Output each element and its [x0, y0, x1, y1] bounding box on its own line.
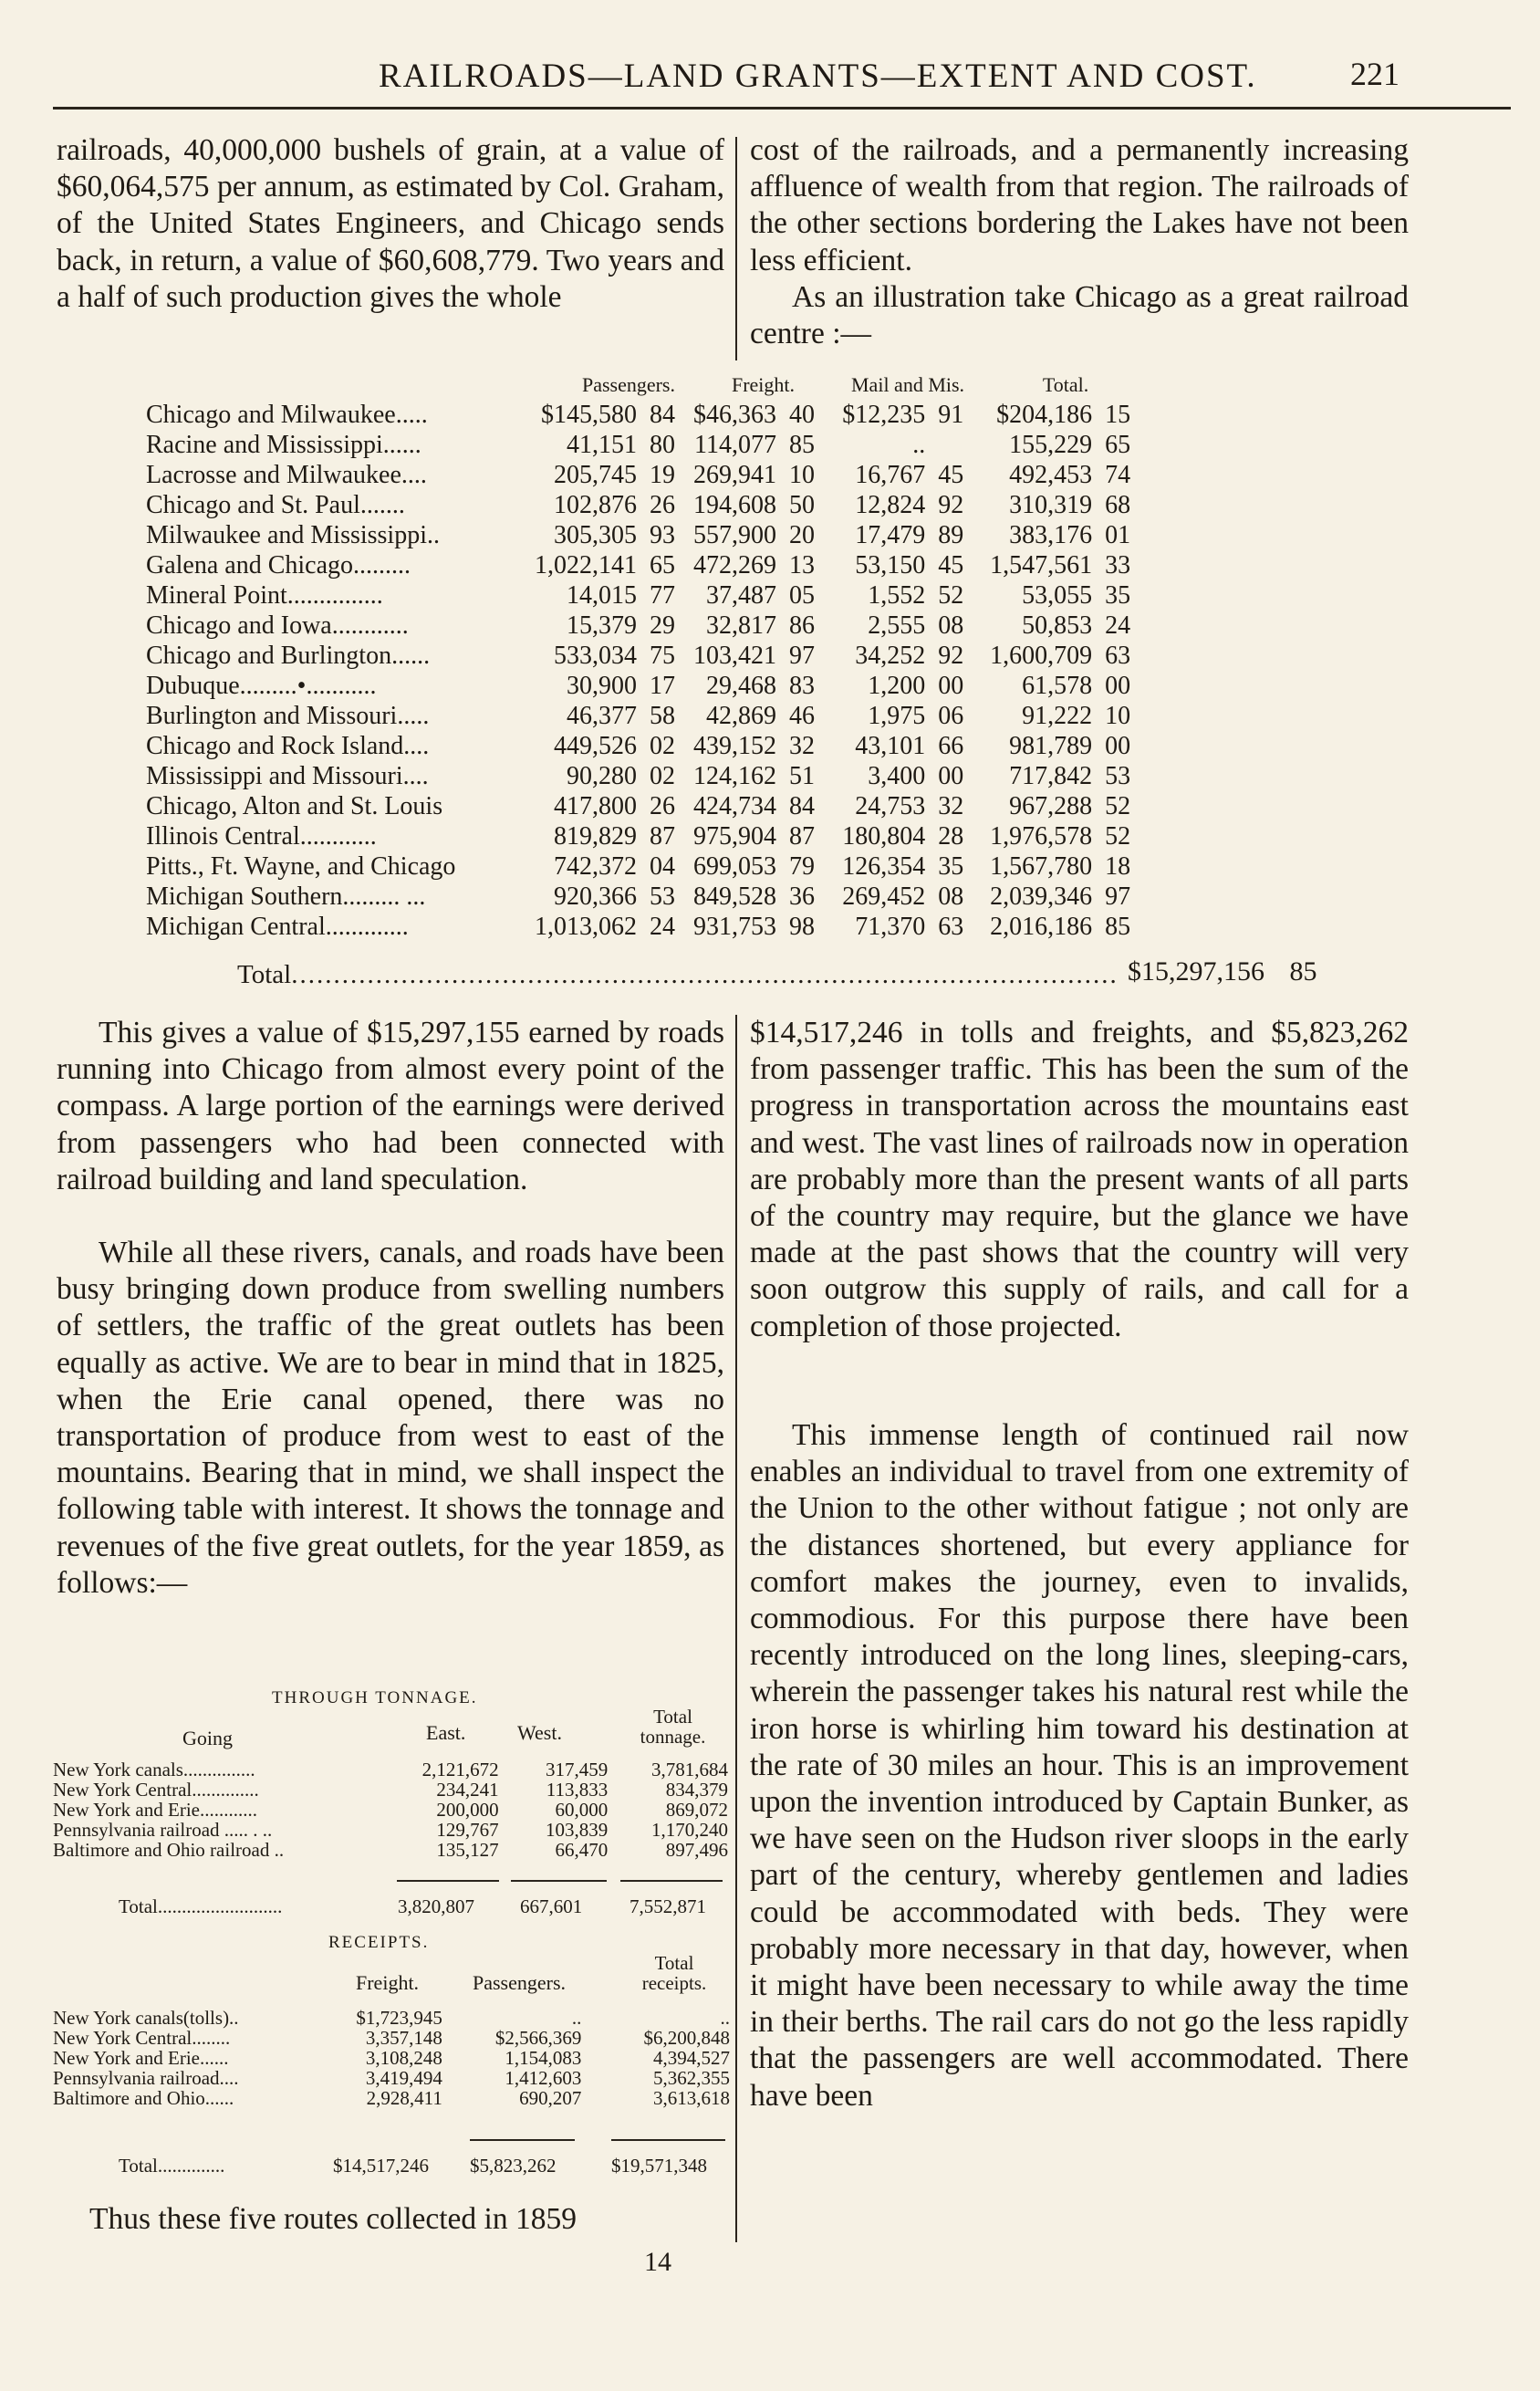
tonnage-total-east: 3,820,807 [398, 1895, 474, 1917]
intro-right-paragraph-2: As an illustration take Chicago as a great railroad centre :— [750, 280, 1409, 351]
earnings-passengers: 533,034 [554, 642, 637, 670]
header-rule [53, 107, 1511, 110]
earnings-passengers-cents: 93 [650, 521, 675, 549]
receipts-passengers: 1,412,603 [505, 2067, 582, 2089]
tonnage-west-header: West. [517, 1721, 562, 1744]
earnings-total: 2,039,346 [990, 882, 1093, 911]
earnings-total: 967,288 [1009, 792, 1093, 820]
earnings-mail-cents: 92 [938, 491, 964, 519]
earnings-freight-cents: 83 [789, 672, 815, 700]
tonnage-heading: THROUGH TONNAGE. [272, 1688, 478, 1707]
earnings-mail: 34,252 [855, 642, 926, 670]
receipts-total-label: Total.............. [119, 2155, 225, 2177]
running-title: RAILROADS—LAND GRANTS—EXTENT AND COST. [379, 57, 1257, 95]
earnings-freight: 124,162 [693, 762, 776, 790]
receipts-row [53, 2088, 730, 2108]
earnings-passengers-cents: 65 [650, 551, 675, 579]
earnings-passengers-cents: 87 [650, 822, 675, 851]
earnings-freight: 32,817 [706, 611, 776, 640]
earnings-mail: 3,400 [868, 762, 926, 790]
receipts-heading: RECEIPTS. [328, 1933, 430, 1952]
right-paragraph-2: This immense length of continued rail now enables an individual to travel from one extremity of the Union to the other without fatigue ; not only are the distances shortened, but every appliance for comfort makes the journey, even to invalids, commodious. For this purpose there have been recently introduced on the long lines, sleeping-cars, wherein the passenger takes his natural rest while the iron horse is whirling him toward his destination at the rate of 30 miles an hour. This is an improvement upon the invention introduced by Captain Bunker, as we have seen on the Hudson river sloops in the early part of the century, whereby gentlemen and ladies could be accommodated with beds. They were probably more necessary in that day, however, when it might have been necessary to while away the time in their berths. The rail cars do not go the less rapidly that the passengers are well accommodated. There have been [750, 1418, 1409, 2113]
road-header [146, 370, 529, 400]
earnings-mail-cents: 08 [938, 611, 964, 640]
receipts-freight-header: Freight. [356, 1971, 420, 1994]
tonnage-table [53, 1759, 728, 1860]
tonnage-total-west: 667,601 [520, 1895, 583, 1917]
earnings-total-row: Total.................................................................................................. [237, 960, 1119, 989]
earnings-freight-cents: 20 [789, 521, 815, 549]
receipts-total: 3,613,618 [653, 2087, 730, 2109]
passengers-header: Passengers. [581, 373, 675, 396]
earnings-mail-cents: 63 [938, 913, 964, 941]
earnings-row [146, 701, 1130, 731]
tonnage-east: 234,241 [436, 1779, 499, 1801]
earnings-freight: $46,363 [693, 401, 776, 429]
earnings-freight-cents: 84 [789, 792, 815, 820]
earnings-road-name: Chicago, Alton and St. Louis [146, 792, 443, 820]
receipts-total-total: $19,571,348 [611, 2155, 707, 2177]
earnings-passengers: 819,829 [554, 822, 637, 851]
earnings-mail: .. [912, 431, 926, 459]
earnings-freight: 29,468 [706, 672, 776, 700]
receipts-route: New York canals(tolls).. [53, 2007, 239, 2029]
earnings-total-value-wrap [1120, 956, 1317, 987]
tonnage-east: 200,000 [436, 1799, 499, 1821]
earnings-road-name: Mississippi and Missouri.... [146, 762, 429, 790]
tonnage-west: 317,459 [545, 1759, 609, 1780]
earnings-freight-cents: 40 [789, 401, 815, 429]
earnings-freight-cents: 46 [789, 702, 815, 730]
earnings-road-name: Chicago and Milwaukee..... [146, 401, 428, 429]
signature-mark: 14 [644, 2247, 671, 2277]
earnings-total: 1,600,709 [990, 642, 1093, 670]
earnings-total-cents: 35 [1105, 581, 1131, 610]
earnings-mail: 269,452 [842, 882, 926, 911]
earnings-passengers: 305,305 [554, 521, 637, 549]
tonnage-total: 1,170,240 [651, 1819, 728, 1841]
left-paragraph-1: This gives a value of $15,297,155 earned by roads running into Chicago from almost every point of the compass. A large portion of the earnings were derived from passengers who had been connected with railroad building and land speculation. [57, 1016, 724, 1196]
mail-header: Mail and Mis. [851, 373, 965, 396]
earnings-freight-cents: 51 [789, 762, 815, 790]
earnings-passengers: 920,366 [554, 882, 637, 911]
earnings-total-cents: 68 [1105, 491, 1131, 519]
earnings-passengers: 102,876 [554, 491, 637, 519]
receipts-route: Baltimore and Ohio...... [53, 2087, 234, 2109]
earnings-mail: 71,370 [855, 913, 926, 941]
earnings-total-cents: 52 [1105, 792, 1131, 820]
earnings-row [146, 761, 1130, 791]
earnings-road-name: Milwaukee and Mississippi.. [146, 521, 440, 549]
tonnage-sum-rule-east [397, 1880, 499, 1882]
earnings-mail-cents: 08 [938, 882, 964, 911]
receipts-total-freight: $14,517,246 [333, 2155, 429, 2177]
earnings-mail: 12,824 [855, 491, 926, 519]
tonnage-route: Pennsylvania railroad ..... . .. [53, 1819, 273, 1841]
earnings-passengers: 417,800 [554, 792, 637, 820]
earnings-freight-cents: 36 [789, 882, 815, 911]
earnings-total-cents: 00 [1105, 732, 1131, 760]
earnings-passengers-cents: 77 [650, 581, 675, 610]
earnings-freight-cents: 10 [789, 461, 815, 489]
receipts-row [53, 2068, 730, 2088]
tonnage-sum-rule-west [511, 1880, 607, 1882]
earnings-row [146, 460, 1130, 490]
earnings-row [146, 882, 1130, 912]
receipts-row [53, 2008, 730, 2028]
earnings-passengers-cents: 02 [650, 732, 675, 760]
earnings-total-value: $15,297,156 [1128, 956, 1264, 987]
earnings-passengers-cents: 26 [650, 792, 675, 820]
earnings-freight-cents: 79 [789, 852, 815, 881]
earnings-row [146, 851, 1130, 882]
earnings-mail: 16,767 [855, 461, 926, 489]
tonnage-total-header: Total tonnage. [640, 1706, 706, 1748]
receipts-passengers-header: Passengers. [473, 1971, 567, 1994]
tonnage-west: 66,470 [555, 1839, 609, 1861]
tonnage-total: 834,379 [665, 1779, 728, 1801]
column-divider-bottom [735, 1015, 737, 2242]
earnings-freight: 975,904 [693, 822, 776, 851]
earnings-passengers-cents: 84 [650, 401, 675, 429]
earnings-row [146, 611, 1130, 641]
earnings-row [146, 791, 1130, 821]
earnings-total-cents: 63 [1105, 642, 1131, 670]
earnings-passengers: 15,379 [567, 611, 637, 640]
earnings-freight: 103,421 [693, 642, 776, 670]
earnings-road-name: Lacrosse and Milwaukee.... [146, 461, 427, 489]
receipts-sum-rule-total [611, 2139, 725, 2141]
earnings-row [146, 580, 1130, 611]
tonnage-row [53, 1840, 728, 1860]
earnings-total-cents: 74 [1105, 461, 1131, 489]
receipts-total: .. [720, 2007, 730, 2029]
earnings-road-name: Dubuque.........•........... [146, 672, 377, 700]
earnings-total: 91,222 [1022, 702, 1093, 730]
tonnage-row [53, 1800, 728, 1820]
earnings-road-name: Michigan Central............. [146, 913, 409, 941]
earnings-passengers: 90,280 [567, 762, 637, 790]
earnings-mail-cents: 89 [938, 521, 964, 549]
earnings-passengers-cents: 02 [650, 762, 675, 790]
earnings-passengers: 449,526 [554, 732, 637, 760]
earnings-total-cents: 00 [1105, 672, 1131, 700]
earnings-road-name: Chicago and St. Paul....... [146, 491, 405, 519]
earnings-mail-cents: 45 [938, 461, 964, 489]
earnings-row [146, 430, 1130, 460]
earnings-row [146, 520, 1130, 550]
earnings-passengers-cents: 53 [650, 882, 675, 911]
earnings-total: 2,016,186 [990, 913, 1093, 941]
earnings-mail: 180,804 [842, 822, 926, 851]
earnings-mail: 24,753 [855, 792, 926, 820]
tonnage-route: New York Central.............. [53, 1779, 259, 1801]
tonnage-row [53, 1820, 728, 1840]
tonnage-total-total: 7,552,871 [630, 1895, 706, 1917]
receipts-total-passengers: $5,823,262 [470, 2155, 557, 2177]
earnings-mail: 126,354 [842, 852, 926, 881]
tonnage-going-header: Going [182, 1727, 233, 1749]
earnings-mail-cents: 00 [938, 672, 964, 700]
earnings-passengers: 205,745 [554, 461, 637, 489]
earnings-mail-cents: 32 [938, 792, 964, 820]
earnings-freight: 699,053 [693, 852, 776, 881]
receipts-row [53, 2048, 730, 2068]
earnings-passengers-cents: 17 [650, 672, 675, 700]
tonnage-west: 60,000 [555, 1799, 609, 1821]
earnings-total: 1,547,561 [990, 551, 1093, 579]
earnings-total-cents: 97 [1105, 882, 1131, 911]
earnings-passengers-cents: 58 [650, 702, 675, 730]
earnings-mail-cents: 28 [938, 822, 964, 851]
receipts-total: 5,362,355 [653, 2067, 730, 2089]
intro-right-paragraph-1: cost of the railroads, and a permanently increasing affluence of wealth from that region. The railroads of the other sections bordering the Lakes have not been less efficient. [750, 133, 1409, 277]
earnings-mail-cents: 52 [938, 581, 964, 610]
earnings-passengers-cents: 24 [650, 913, 675, 941]
earnings-total-cents: 53 [1105, 762, 1131, 790]
earnings-row [146, 550, 1130, 580]
earnings-total: 61,578 [1022, 672, 1093, 700]
earnings-road-name: Racine and Mississippi...... [146, 431, 421, 459]
earnings-freight: 424,734 [693, 792, 776, 820]
earnings-mail: 1,200 [868, 672, 926, 700]
receipts-row [53, 2028, 730, 2048]
earnings-passengers: 14,015 [567, 581, 637, 610]
earnings-road-name: Illinois Central............ [146, 822, 377, 851]
earnings-passengers: 1,013,062 [535, 913, 637, 941]
earnings-total-cents: 33 [1105, 551, 1131, 579]
receipts-route: Pennsylvania railroad.... [53, 2067, 239, 2089]
earnings-mail: 1,552 [868, 581, 926, 610]
earnings-freight: 931,753 [693, 913, 776, 941]
earnings-total: 53,055 [1022, 581, 1093, 610]
earnings-total: 383,176 [1009, 521, 1093, 549]
earnings-freight-cents: 98 [789, 913, 815, 941]
tonnage-row [53, 1759, 728, 1780]
earnings-freight: 472,269 [693, 551, 776, 579]
earnings-total: 981,789 [1009, 732, 1093, 760]
earnings-total-cents: 24 [1105, 611, 1131, 640]
earnings-passengers-cents: 04 [650, 852, 675, 881]
earnings-mail-cents: 00 [938, 762, 964, 790]
earnings-total: 50,853 [1022, 611, 1093, 640]
right-paragraph-1: $14,517,246 in tolls and freights, and $5,823,262 from passenger traffic. This has been the sum of the progress in transportation across the mountains east and west. The vast lines of railroads now in operation are probably more than the present wants of all parts of the country may require, but the glance we have made at the past shows that the country will very soon outgrow this supply of rails, and call for a completion of those projected. [750, 1016, 1409, 1343]
receipts-route: New York and Erie...... [53, 2047, 229, 2069]
earnings-mail: 2,555 [868, 611, 926, 640]
earnings-road-name: Mineral Point............... [146, 581, 383, 610]
earnings-road-name: Michigan Southern......... ... [146, 882, 426, 911]
earnings-freight: 37,487 [706, 581, 776, 610]
earnings-road-name: Chicago and Burlington...... [146, 642, 431, 670]
left-closing-line: Thus these five routes collected in 1859 [89, 2202, 577, 2236]
tonnage-east: 129,767 [436, 1819, 499, 1841]
receipts-table [53, 2008, 730, 2108]
earnings-total-cents: 65 [1105, 431, 1131, 459]
tonnage-total: 3,781,684 [651, 1759, 728, 1780]
total-header: Total. [1042, 373, 1089, 396]
intro-left-paragraph: railroads, 40,000,000 bushels of grain, at a value of $60,064,575 per annum, as estimated by Col. Graham, of the United States Engineers, and Chicago sends back, in return, a value of $60,608,779. Two years and a half of such production gives the whole [57, 133, 724, 314]
earnings-row [146, 731, 1130, 761]
earnings-table [146, 370, 1130, 942]
earnings-passengers-cents: 75 [650, 642, 675, 670]
earnings-freight-cents: 13 [789, 551, 815, 579]
tonnage-total-label: Total.......................... [119, 1895, 283, 1917]
earnings-mail: $12,235 [842, 401, 926, 429]
earnings-mail-cents: 35 [938, 852, 964, 881]
receipts-total: $6,200,848 [643, 2027, 730, 2049]
earnings-passengers-cents: 80 [650, 431, 675, 459]
earnings-total-cents: 01 [1105, 521, 1131, 549]
tonnage-east: 2,121,672 [421, 1759, 499, 1780]
earnings-row [146, 912, 1130, 942]
earnings-road-name: Burlington and Missouri..... [146, 702, 430, 730]
earnings-freight: 42,869 [706, 702, 776, 730]
earnings-total-cents: 15 [1105, 401, 1131, 429]
earnings-passengers: 41,151 [567, 431, 637, 459]
tonnage-east: 135,127 [436, 1839, 499, 1861]
earnings-freight: 849,528 [693, 882, 776, 911]
earnings-total-cents: 85 [1105, 913, 1131, 941]
earnings-row [146, 821, 1130, 851]
earnings-passengers-cents: 29 [650, 611, 675, 640]
tonnage-sum-rule-total [620, 1880, 723, 1882]
earnings-freight: 269,941 [693, 461, 776, 489]
earnings-freight-cents: 32 [789, 732, 815, 760]
earnings-freight: 194,608 [693, 491, 776, 519]
earnings-mail-cents: 45 [938, 551, 964, 579]
receipts-passengers: $2,566,369 [494, 2027, 582, 2049]
earnings-freight: 439,152 [693, 732, 776, 760]
earnings-passengers-cents: 26 [650, 491, 675, 519]
earnings-freight-cents: 85 [789, 431, 815, 459]
earnings-mail-cents [925, 430, 964, 460]
column-divider-top [735, 137, 737, 360]
receipts-total: 4,394,527 [653, 2047, 730, 2069]
earnings-total-cents: 52 [1105, 822, 1131, 851]
earnings-road-name: Galena and Chicago......... [146, 551, 411, 579]
earnings-freight: 114,077 [694, 431, 776, 459]
earnings-freight-cents: 86 [789, 611, 815, 640]
tonnage-route: New York canals............... [53, 1759, 255, 1780]
earnings-mail-cents: 92 [938, 642, 964, 670]
receipts-passengers: .. [571, 2007, 582, 2029]
earnings-passengers-cents: 19 [650, 461, 675, 489]
earnings-mail-cents: 91 [938, 401, 964, 429]
earnings-passengers: 46,377 [567, 702, 637, 730]
tonnage-west: 103,839 [545, 1819, 609, 1841]
earnings-row [146, 400, 1130, 430]
earnings-total: $204,186 [996, 401, 1093, 429]
earnings-mail: 53,150 [855, 551, 926, 579]
earnings-road-name: Chicago and Iowa............ [146, 611, 409, 640]
earnings-total-cents: 85 [1289, 956, 1317, 987]
earnings-freight-cents: 05 [789, 581, 815, 610]
tonnage-route: Baltimore and Ohio railroad .. [53, 1839, 285, 1861]
earnings-mail: 43,101 [855, 732, 926, 760]
earnings-road-name: Chicago and Rock Island.... [146, 732, 430, 760]
earnings-mail-cents: 06 [938, 702, 964, 730]
earnings-total: 1,567,780 [990, 852, 1093, 881]
page-number: 221 [1350, 56, 1400, 92]
earnings-total-label: Total [237, 960, 292, 989]
receipts-freight: $1,723,945 [356, 2007, 442, 2029]
tonnage-route: New York and Erie............ [53, 1799, 257, 1821]
earnings-passengers: 30,900 [567, 672, 637, 700]
earnings-road-name: Pitts., Ft. Wayne, and Chicago [146, 852, 456, 881]
earnings-freight-cents: 87 [789, 822, 815, 851]
earnings-mail: 1,975 [868, 702, 926, 730]
receipts-freight: 3,419,494 [365, 2067, 442, 2089]
tonnage-total: 897,496 [665, 1839, 728, 1861]
earnings-total: 1,976,578 [990, 822, 1093, 851]
earnings-passengers: 742,372 [554, 852, 637, 881]
earnings-freight-cents: 97 [789, 642, 815, 670]
receipts-freight: 3,357,148 [365, 2027, 442, 2049]
earnings-freight: 557,900 [693, 521, 776, 549]
tonnage-total: 869,072 [665, 1799, 728, 1821]
earnings-total-cents: 10 [1105, 702, 1131, 730]
earnings-total: 717,842 [1009, 762, 1093, 790]
earnings-passengers: $145,580 [541, 401, 637, 429]
receipts-passengers: 1,154,083 [505, 2047, 582, 2069]
earnings-passengers: 1,022,141 [535, 551, 637, 579]
tonnage-west: 113,833 [546, 1779, 609, 1801]
earnings-total: 492,453 [1009, 461, 1093, 489]
receipts-passengers: 690,207 [519, 2087, 582, 2109]
earnings-mail-cents: 66 [938, 732, 964, 760]
earnings-row [146, 641, 1130, 671]
earnings-total: 155,229 [1009, 431, 1093, 459]
freight-header: Freight. [731, 373, 796, 396]
earnings-total: 310,319 [1009, 491, 1093, 519]
receipts-sum-rule-pass [470, 2139, 575, 2141]
tonnage-east-header: East. [426, 1721, 466, 1744]
receipts-freight: 3,108,248 [365, 2047, 442, 2069]
receipts-freight: 2,928,411 [366, 2087, 442, 2109]
earnings-total-cents: 18 [1105, 852, 1131, 881]
receipts-total-header: Total receipts. [641, 1952, 707, 1994]
earnings-freight-cents: 50 [789, 491, 815, 519]
earnings-row [146, 490, 1130, 520]
tonnage-row [53, 1780, 728, 1800]
receipts-route: New York Central........ [53, 2027, 231, 2049]
left-paragraph-2: While all these rivers, canals, and roads have been busy bringing down produce from swelling numbers of settlers, the traffic of the great outlets has been equally as active. We are to bear in mind that in 1825, when the Erie canal opened, there was no transportation of produce from west to east of the mountains. Bearing that in mind, we shall inspect the following table with interest. It shows the tonnage and revenues of the five great outlets, for the year 1859, as follows:— [57, 1236, 724, 1600]
earnings-mail: 17,479 [855, 521, 926, 549]
earnings-row [146, 671, 1130, 701]
